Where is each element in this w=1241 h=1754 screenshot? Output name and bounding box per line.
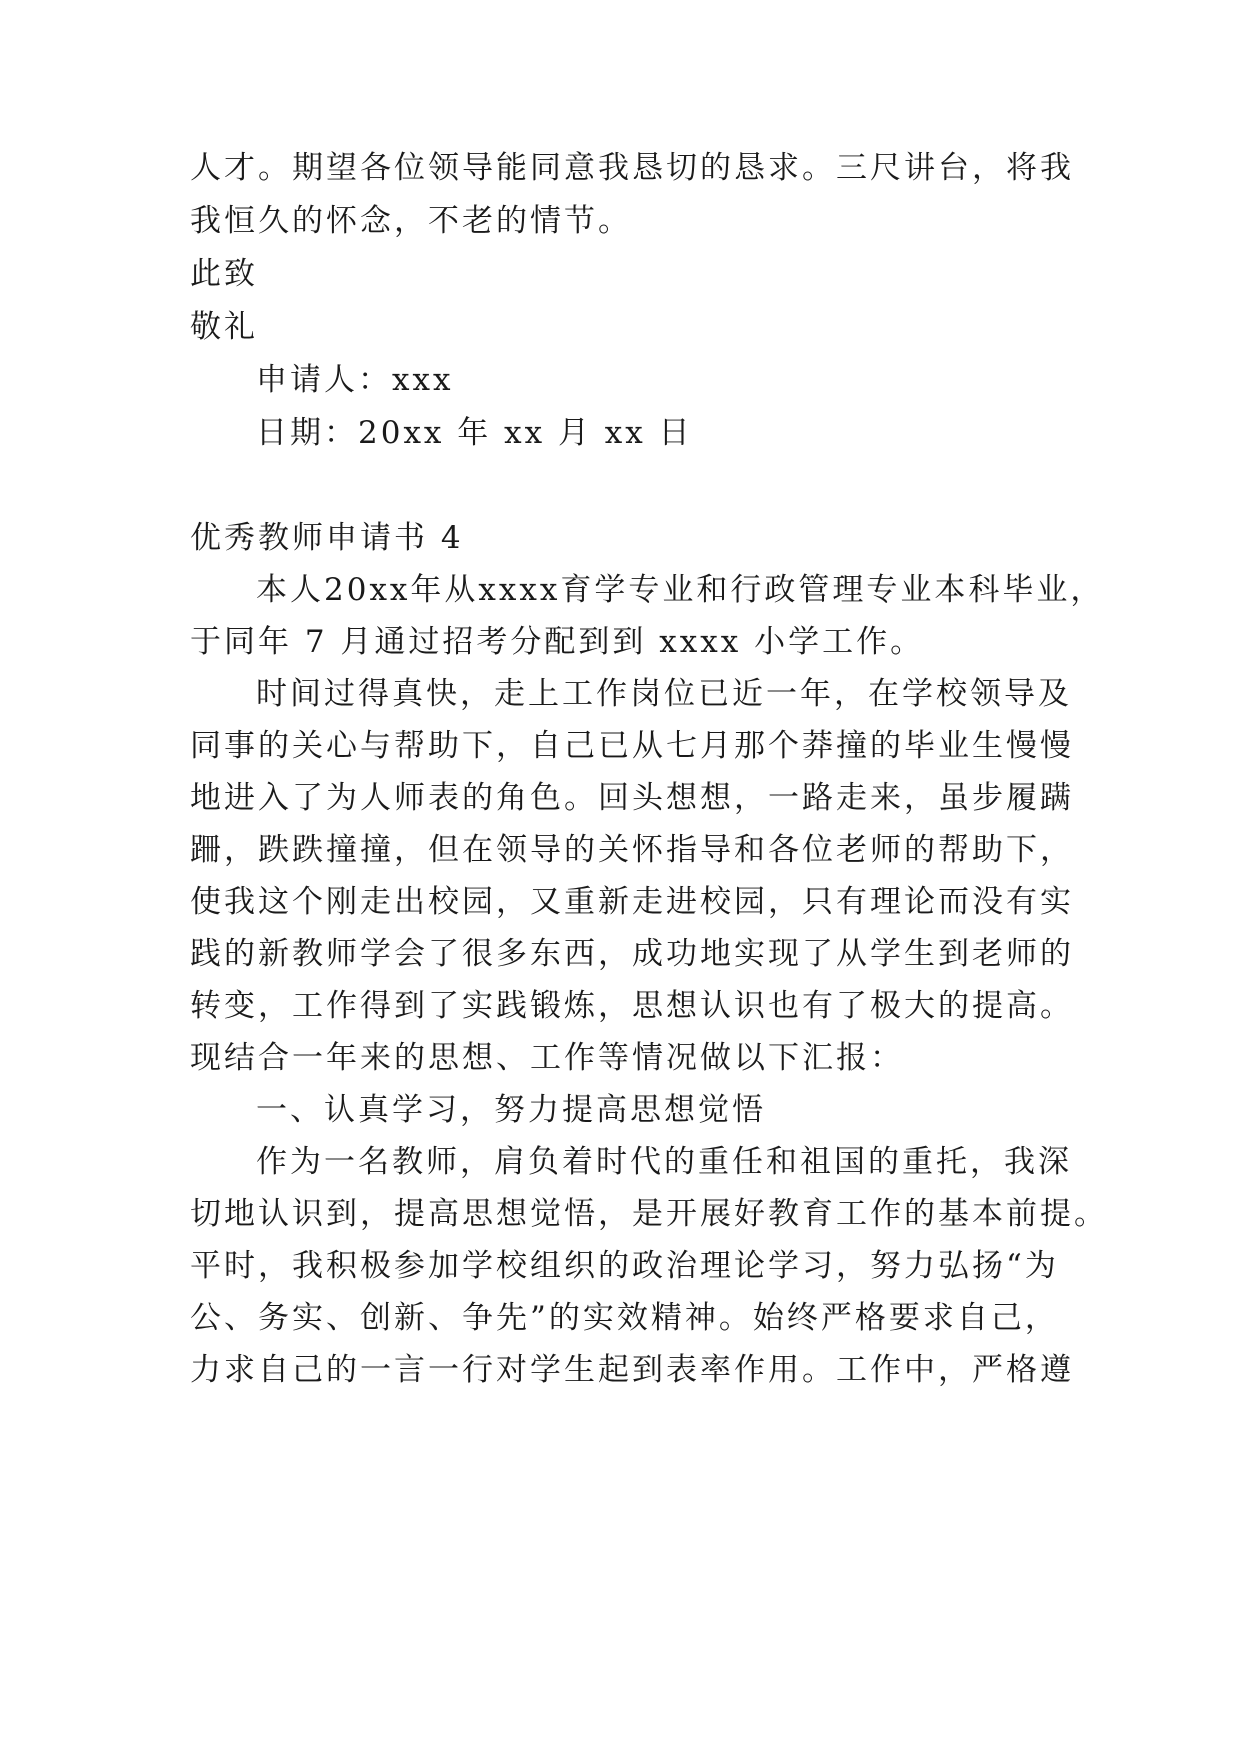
closing-regards: 敬礼: [190, 309, 258, 345]
application-date: 日期：20xx 年 xx 月 xx 日: [256, 415, 693, 451]
text-line: 切地认识到，提高思想觉悟，是开展好教育工作的基本前提。: [190, 1196, 1108, 1232]
text-line: 践的新教师学会了很多东西，成功地实现了从学生到老师的: [190, 936, 1074, 972]
text-line: 平时，我积极参加学校组织的政治理论学习，努力弘扬“为: [190, 1248, 1059, 1284]
text-line: 公、务实、创新、争先”的实效精神。始终严格要求自己，: [190, 1300, 1059, 1336]
text-line: 人才。期望各位领导能同意我恳切的恳求。三尺讲台，将我: [190, 150, 1074, 186]
text-line: 地进入了为人师表的角色。回头想想，一路走来，虽步履蹒: [190, 780, 1074, 816]
text-line: 本人20xx年从xxxx育学专业和行政管理专业本科毕业，: [256, 572, 1105, 608]
text-line: 我恒久的怀念，不老的情节。: [190, 203, 632, 239]
text-line: 时间过得真快，走上工作岗位已近一年，在学校领导及: [256, 676, 1072, 712]
text-line: 力求自己的一言一行对学生起到表率作用。工作中，严格遵: [190, 1352, 1074, 1388]
section-title: 优秀教师申请书 4: [190, 520, 464, 556]
text-line: 使我这个刚走出校园，又重新走进校园，只有理论而没有实: [190, 884, 1074, 920]
text-line: 于同年 7 月通过招考分配到到 xxxx 小学工作。: [190, 624, 925, 660]
applicant-signature: 申请人：xxx: [256, 362, 454, 398]
text-line: 现结合一年来的思想、工作等情况做以下汇报：: [190, 1040, 904, 1076]
text-line: 转变，工作得到了实践锻炼，思想认识也有了极大的提高。: [190, 988, 1074, 1024]
subsection-heading: 一、认真学习，努力提高思想觉悟: [256, 1092, 766, 1128]
text-line: 作为一名教师，肩负着时代的重任和祖国的重托，我深: [256, 1144, 1072, 1180]
text-line: 跚，跌跌撞撞，但在领导的关怀指导和各位老师的帮助下，: [190, 832, 1074, 868]
closing-salutation: 此致: [190, 256, 258, 292]
text-line: 同事的关心与帮助下，自己已从七月那个莽撞的毕业生慢慢: [190, 728, 1074, 764]
